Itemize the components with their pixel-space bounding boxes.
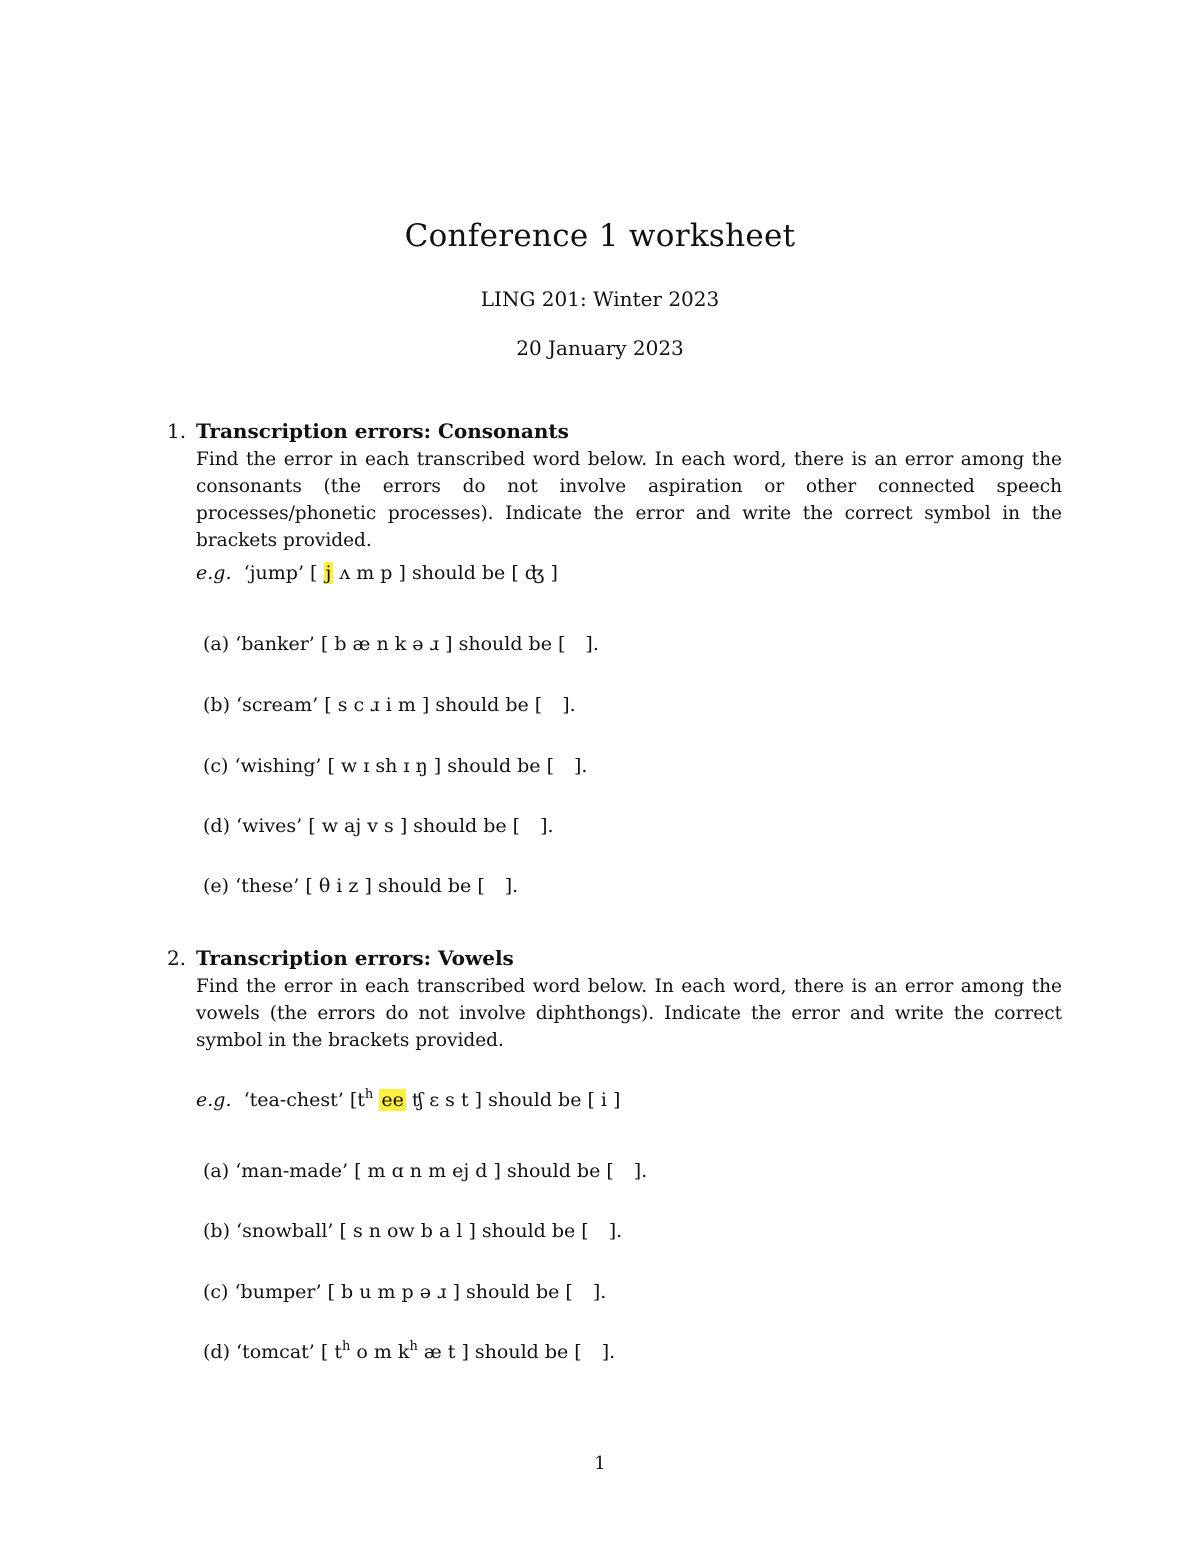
page-title: Conference 1 worksheet xyxy=(404,218,796,254)
highlighted-error: j xyxy=(325,562,332,584)
example-line xyxy=(196,562,558,584)
item-prompt: should be [ xyxy=(447,755,555,777)
item-word: ‘man-made’ xyxy=(235,1160,349,1182)
item-transcription: [ b æ n k ə ɹ ] xyxy=(320,633,453,655)
item-word: ‘wishing’ xyxy=(234,755,322,777)
example-rest: ʧ ɛ s t ] xyxy=(411,1089,483,1111)
item-word: ‘wives’ xyxy=(236,815,303,837)
aspiration-mark: h xyxy=(364,1087,374,1102)
item-close: ]. xyxy=(592,1281,607,1303)
item-close: ]. xyxy=(540,815,554,837)
list-item xyxy=(203,1341,615,1363)
highlighted-error: ee xyxy=(381,1089,404,1111)
item-label: (b) xyxy=(203,1220,230,1242)
item-prompt: should be [ xyxy=(458,633,566,655)
example-correction: should be [ i ] xyxy=(488,1089,621,1111)
item-label: (c) xyxy=(203,755,229,777)
item-close: ]. xyxy=(504,875,519,897)
list-item xyxy=(203,694,576,716)
item-word: ‘tomcat’ xyxy=(236,1341,315,1363)
item-label: (b) xyxy=(203,694,230,716)
example-word: ‘tea-chest’ xyxy=(243,1089,344,1111)
item-close: ]. xyxy=(562,694,576,716)
example-open: [ xyxy=(310,562,318,584)
item-transcription: [ m ɑ n m ej d ] xyxy=(354,1160,501,1182)
item-prompt: should be [ xyxy=(481,1220,589,1242)
item-close: ]. xyxy=(608,1220,623,1242)
example-open: [t xyxy=(349,1089,365,1111)
aspiration-mark: h xyxy=(341,1339,351,1354)
section-instructions: Find the error in each transcribed word below. In each word, there is an error among the vowels (the errors do not involve diphthongs). Indicate the error and write the correct symbol in the brackets provided. xyxy=(196,976,1062,1051)
list-item xyxy=(203,1160,647,1182)
item-prompt: should be [ xyxy=(466,1281,573,1303)
item-prompt: should be [ xyxy=(506,1160,614,1182)
item-close: ]. xyxy=(585,633,599,655)
item-transcription: o m k xyxy=(356,1341,410,1363)
section-instructions: Find the error in each transcribed word below. In each word, there is an error among the consonants (the errors do not involve aspiration or other connected speech processes/phonetic processes). Indicate the error and write the correct symbol in the brackets provided. xyxy=(196,449,1062,551)
item-label: (d) xyxy=(203,815,230,837)
list-item xyxy=(203,1220,622,1242)
list-item xyxy=(203,1281,606,1303)
date-line: 20 January 2023 xyxy=(516,336,684,360)
item-transcription: [ θ i z ] xyxy=(305,875,372,897)
example-correction: should be [ ʤ ] xyxy=(411,562,558,584)
item-label: (c) xyxy=(203,1281,229,1303)
item-transcription: æ t ] xyxy=(423,1341,469,1363)
example-rest: ʌ m p ] xyxy=(339,562,406,584)
section-heading: Transcription errors: Consonants xyxy=(196,419,569,443)
item-prompt: should be [ xyxy=(474,1341,582,1363)
item-label: (a) xyxy=(203,1160,230,1182)
section-number: 1. xyxy=(167,419,187,443)
item-word: ‘scream’ xyxy=(236,694,319,716)
section-number: 2. xyxy=(167,946,187,970)
list-item xyxy=(203,875,518,897)
item-transcription: [ b u m p ə ɹ ] xyxy=(327,1281,460,1303)
course-line: LING 201: Winter 2023 xyxy=(480,287,720,311)
item-prompt: should be [ xyxy=(413,815,521,837)
list-item xyxy=(203,815,554,837)
item-transcription: [ t xyxy=(320,1341,342,1363)
item-close: ]. xyxy=(574,755,588,777)
example-word: ‘jump’ xyxy=(243,562,304,584)
item-transcription: [ s c ɹ i m ] xyxy=(324,694,430,716)
item-close: ]. xyxy=(633,1160,648,1182)
item-label: (e) xyxy=(203,875,230,897)
item-prompt: should be [ xyxy=(435,694,543,716)
item-word: ‘these’ xyxy=(235,875,300,897)
item-transcription: [ s n ow b a l ] xyxy=(339,1220,476,1242)
example-line xyxy=(196,1089,620,1111)
item-word: ‘bumper’ xyxy=(234,1281,322,1303)
example-label: e.g. xyxy=(196,562,232,584)
section-heading: Transcription errors: Vowels xyxy=(196,946,514,970)
item-word: ‘snowball’ xyxy=(236,1220,334,1242)
page-number: 1 xyxy=(594,1453,606,1474)
item-transcription: [ w aj v s ] xyxy=(308,815,408,837)
item-prompt: should be [ xyxy=(377,875,485,897)
item-transcription: [ w ɪ sh ɪ ŋ ] xyxy=(327,755,442,777)
aspiration-mark: h xyxy=(409,1339,418,1354)
item-label: (a) xyxy=(203,633,230,655)
item-close: ]. xyxy=(601,1341,616,1363)
list-item xyxy=(203,633,599,655)
item-label: (d) xyxy=(203,1341,230,1363)
example-label: e.g. xyxy=(196,1089,232,1111)
item-word: ‘banker’ xyxy=(235,633,315,655)
list-item xyxy=(203,755,587,777)
